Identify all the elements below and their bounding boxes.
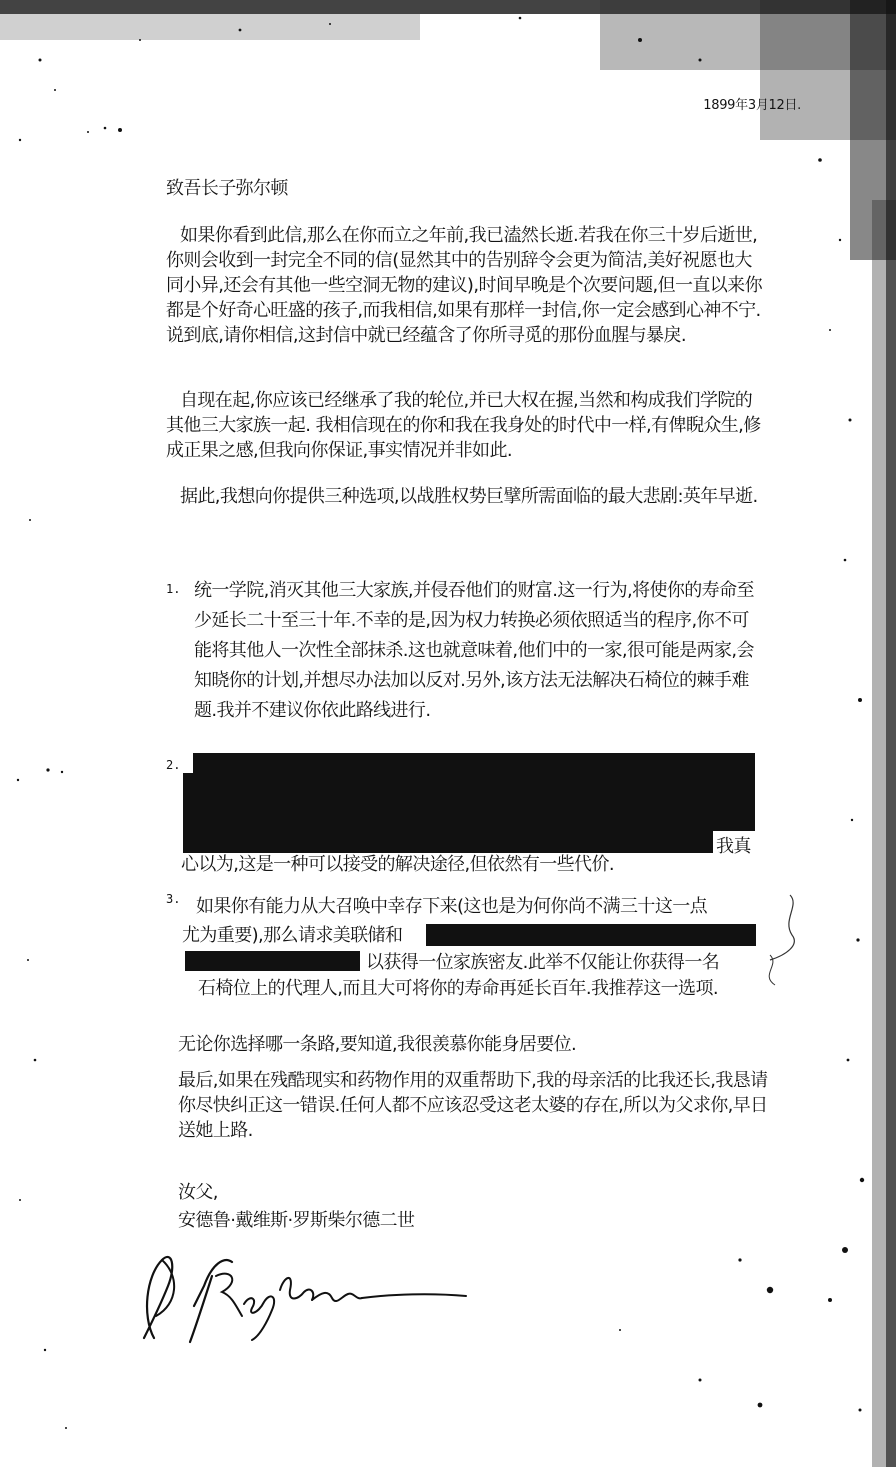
redaction-bar: [193, 753, 755, 773]
option-3-line3: 以获得一位家族密友.此举不仅能让你获得一名: [366, 952, 720, 973]
signer-name: 安德鲁·戴维斯·罗斯柴尔德二世: [178, 1210, 415, 1231]
redaction-bar: [183, 773, 755, 795]
option-2-number: 2.: [166, 758, 181, 772]
paragraph-2: 自现在起,你应该已经继承了我的轮位,并已大权在握,当然和构成我们学院的其他三大家族一起. 我相信现在的你和我在我身处的时代中一样,有俾睨众生,修成正果之感,但我向你保证,事实情况并非如此.: [166, 390, 761, 461]
signoff: 汝父,: [178, 1182, 218, 1203]
option-3-line4: 石椅位上的代理人,而且大可将你的寿命再延长百年.我推荐这一选项.: [198, 978, 718, 999]
option-2-line2: 心以为,这是一种可以接受的解决途径,但依然有一些代价.: [181, 854, 614, 875]
paragraph-3: 据此,我想向你提供三种选项,以战胜权势巨擘所需面临的最大悲剧:英年早逝.: [180, 486, 758, 507]
option-3-number: 3.: [166, 892, 181, 906]
option-2-tail: 我真: [716, 836, 751, 857]
closing-1: 无论你选择哪一条路,要知道,我很羡慕你能身居要位.: [178, 1034, 577, 1055]
salutation: 致吾长子弥尔顿: [166, 178, 288, 199]
redaction-bar: [183, 795, 755, 831]
redaction-bar: [426, 924, 756, 946]
option-3-line1: 如果你有能力从大召唤中幸存下来(这也是为何你尚不满三十这一点: [196, 896, 708, 917]
option-3-line2: 尤为重要),那么请求美联储和: [182, 925, 403, 946]
option-1-text: 统一学院,消灭其他三大家族,并侵吞他们的财富.这一行为,将使你的寿命至少延长二十至三十年.不幸的是,因为权力转换必须依照适当的程序,你不可能将其他人一次性全部抹杀.这也就意味着,他们中的一家,很可能是两家,会知晓你的计划,并想尽办法加以反对.另外,该方法无法解决石椅位的棘手难题.我并不建议你依此路线进行.: [194, 580, 754, 721]
redaction-bar: [185, 951, 360, 971]
letter-date: 1899年3月12日.: [703, 98, 801, 113]
signature: [132, 1246, 472, 1346]
option-1-number: 1.: [166, 582, 181, 596]
closing-2: 最后,如果在残酷现实和药物作用的双重帮助下,我的母亲活的比我还长,我恳请你尽快纠正这一错误.任何人都不应该忍受这老太婆的存在,所以为父求你,早日送她上路.: [178, 1070, 768, 1141]
paragraph-1: 如果你看到此信,那么在你而立之年前,我已溘然长逝.若我在你三十岁后逝世,你则会收到一封完全不同的信(显然其中的告别辞令会更为简洁,美好祝愿也大同小异,还会有其他一些空洞无物的建议),时间早晚是个次要问题,但一直以来你都是个好奇心旺盛的孩子,而我相信,如果有那样一封信,你一定会感到心神不宁.说到底,请你相信,这封信中就已经蕴含了你所寻觅的那份血腥与暴戾.: [166, 225, 762, 346]
